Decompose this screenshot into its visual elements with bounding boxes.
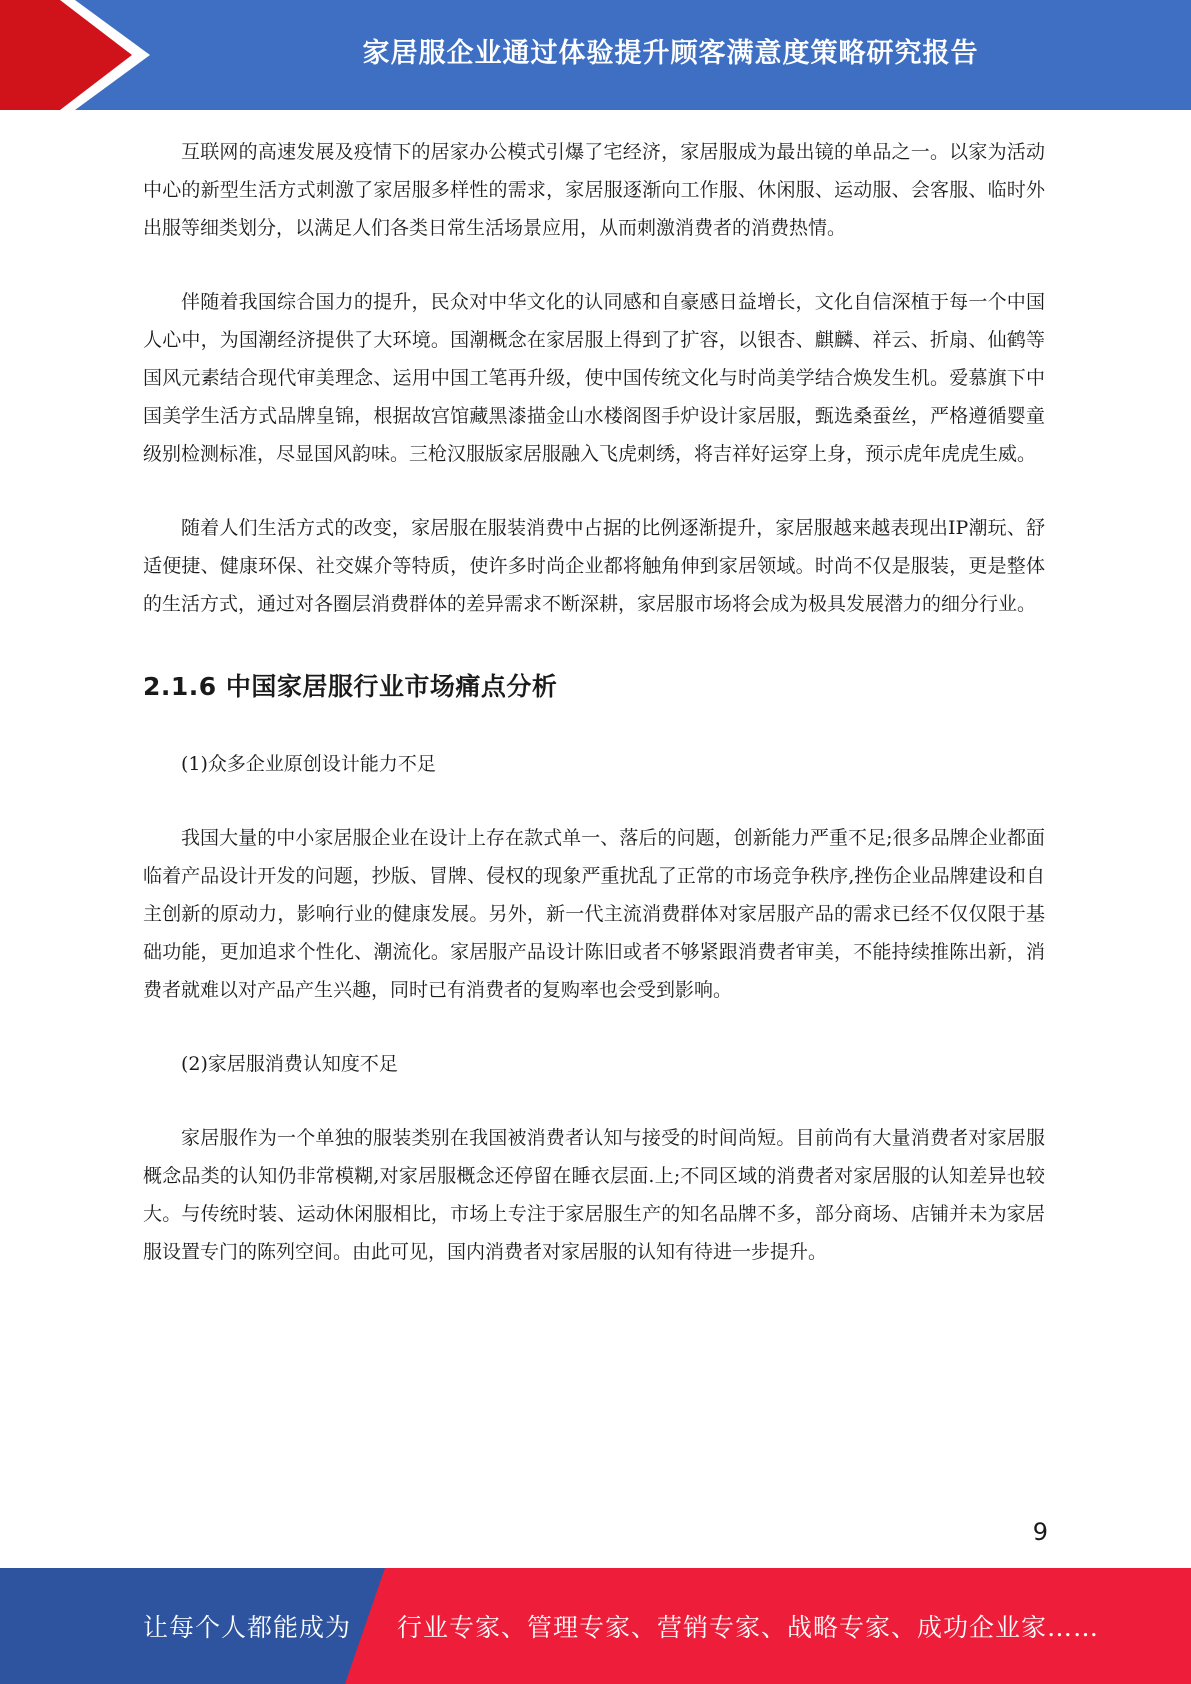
paragraph: 互联网的高速发展及疫情下的居家办公模式引爆了宅经济，家居服成为最出镜的单品之一。以家为活动中心的新型生活方式刺激了家居服多样性的需求，家居服逐渐向工作服、休闲服、运动服、会客服、临时外出服等细类划分，以满足人们各类日常生活场景应用，从而刺激消费者的消费热情。 [143, 141, 1045, 239]
page-body [143, 133, 1045, 1307]
page-header [0, 0, 1191, 110]
paragraph: 伴随着我国综合国力的提升，民众对中华文化的认同感和自豪感日益增长，文化自信深植于每一个中国人心中，为国潮经济提供了大环境。国潮概念在家居服上得到了扩容，以银杏、麒麟、祥云、折扇、仙鹤等国风元素结合现代审美理念、运用中国工笔再升级，使中国传统文化与时尚美学结合焕发生机。爱慕旗下中国美学生活方式品牌皇锦，根据故宫馆藏黑漆描金山水楼阁图手炉设计家居服，甄选桑蚕丝，严格遵循婴童级别检测标准，尽显国风韵味。三枪汉服版家居服融入飞虎刺绣，将吉祥好运穿上身，预示虎年虎虎生威。 [143, 291, 1045, 465]
subheading: (2)家居服消费认知度不足 [181, 1053, 398, 1075]
subheading: (1)众多企业原创设计能力不足 [181, 753, 436, 775]
section-heading: 2.1.6 中国家居服行业市场痛点分析 [143, 672, 558, 701]
paragraph: 我国大量的中小家居服企业在设计上存在款式单一、落后的问题，创新能力严重不足;很多品牌企业都面临着产品设计开发的问题，抄版、冒牌、侵权的现象严重扰乱了正常的市场竞争秩序,挫伤企业品牌建设和自主创新的原动力，影响行业的健康发展。另外，新一代主流消费群体对家居服产品的需求已经不仅仅限于基础功能，更加追求个性化、潮流化。家居服产品设计陈旧或者不够紧跟消费者审美，不能持续推陈出新，消费者就难以对产品产生兴趣，同时已有消费者的复购率也会受到影响。 [143, 827, 1045, 1001]
paragraph: 家居服作为一个单独的服装类别在我国被消费者认知与接受的时间尚短。目前尚有大量消费者对家居服概念品类的认知仍非常模糊,对家居服概念还停留在睡衣层面.上;不同区域的消费者对家居服的认知差异也较大。与传统时装、运动休闲服相比，市场上专注于家居服生产的知名品牌不多，部分商场、店铺并未为家居服设置专门的陈列空间。由此可见，国内消费者对家居服的认知有待进一步提升。 [143, 1127, 1045, 1263]
footer-slogan-right: 行业专家、管理专家、营销专家、战略专家、成功企业家…… [397, 1613, 1100, 1642]
report-title: 家居服企业通过体验提升顾客满意度策略研究报告 [362, 37, 979, 69]
page-footer [0, 1568, 1191, 1684]
footer-slogan-left: 让每个人都能成为 [143, 1613, 352, 1642]
page-number: 9 [1032, 1518, 1048, 1546]
paragraph: 随着人们生活方式的改变，家居服在服装消费中占据的比例逐渐提升，家居服越来越表现出IP潮玩、舒适便捷、健康环保、社交媒介等特质，使许多时尚企业都将触角伸到家居领域。时尚不仅是服装，更是整体的生活方式，通过对各圈层消费群体的差异需求不断深耕，家居服市场将会成为极具发展潜力的细分行业。 [143, 517, 1045, 615]
